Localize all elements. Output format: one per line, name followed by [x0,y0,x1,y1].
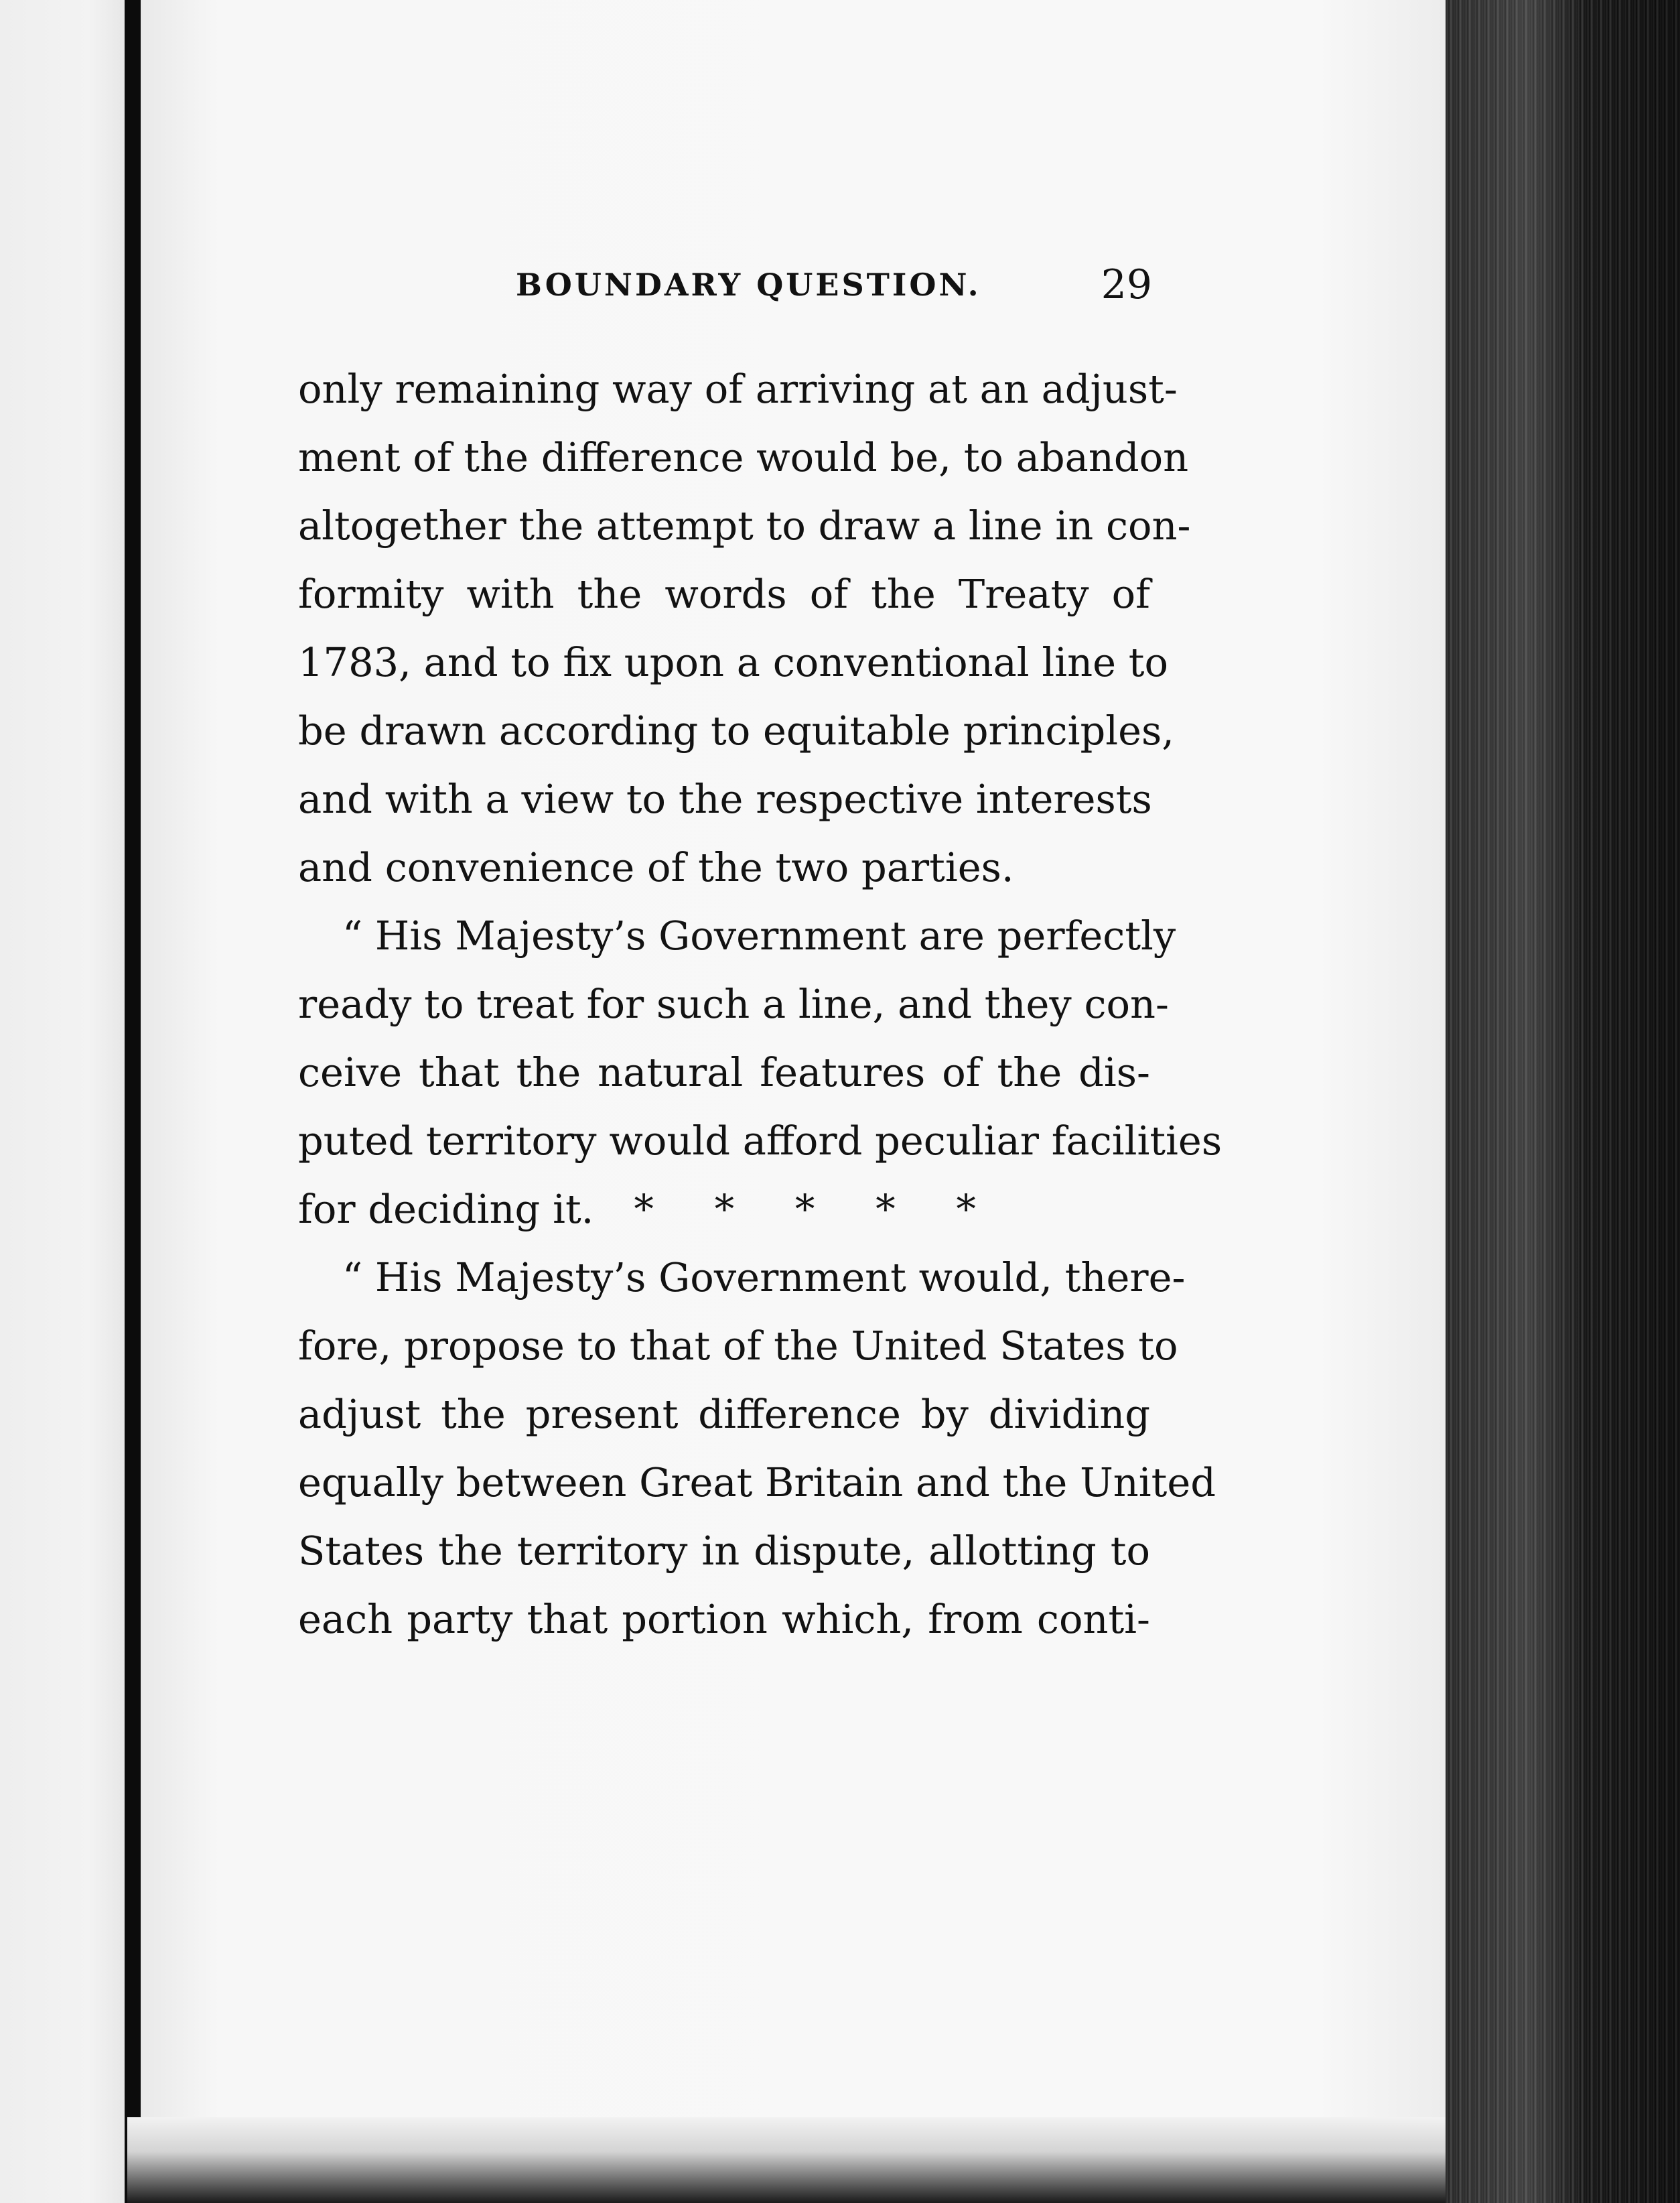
text-line: adjust the present difference by dividing [298,1391,1150,1437]
text-line: ment of the difference would be, to abandon [298,434,1189,480]
text-fragment: for deciding it. [298,1186,594,1232]
text-line: ready to treat for such a line, and they con- [298,981,1169,1027]
text-line: ceive that the natural features of the dis- [298,1049,1150,1095]
page-number: 29 [1101,261,1152,308]
text-line: each party that portion which, from conti- [298,1596,1150,1642]
text-line: 1783, and to fix upon a conventional line to [298,639,1169,685]
text-line: only remaining way of arriving at an adjust- [298,366,1178,412]
book-gutter [125,0,141,2203]
text-line: formity with the words of the Treaty of [298,571,1150,617]
body-text [298,355,1222,1654]
text-line: and convenience of the two parties. [298,844,1014,890]
ellipsis-stars: * * * * * [634,1186,1000,1232]
text-line: and with a view to the respective interests [298,776,1152,822]
text-line: “ His Majesty’s Government would, there- [342,1254,1186,1300]
text-line: equally between Great Britain and the United [298,1459,1216,1506]
text-line: be drawn according to equitable principles, [298,708,1175,754]
text-line: States the territory in dispute, allotting to [298,1528,1150,1574]
facing-page-edge [0,0,127,2203]
text-line: puted territory would afford peculiar facilities [298,1118,1222,1164]
running-head [295,261,1152,314]
running-head-title: BOUNDARY QUESTION. [516,267,981,303]
text-line: fore, propose to that of the United States to [298,1323,1178,1369]
text-line-with-ellipsis [298,1175,1150,1244]
page-bottom-shadow [127,2117,1467,2203]
text-line: “ His Majesty’s Government are perfectly [342,913,1176,959]
text-line: altogether the attempt to draw a line in con- [298,503,1191,549]
fore-edge-shading [1446,0,1680,2203]
